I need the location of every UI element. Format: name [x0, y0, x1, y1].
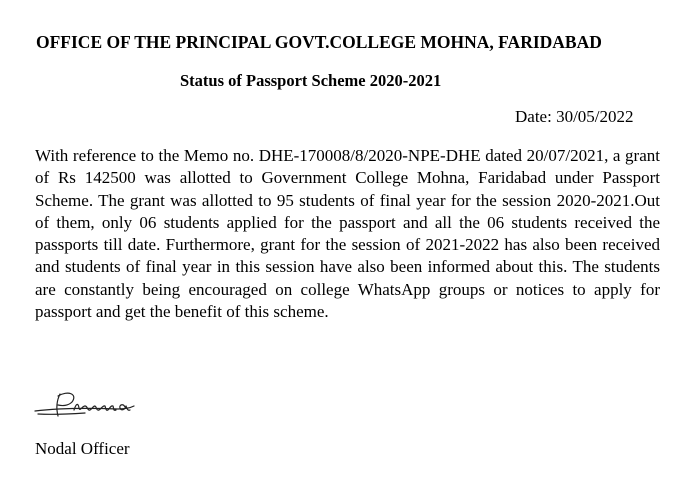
date-line: Date: 30/05/2022: [515, 107, 634, 126]
office-heading: OFFICE OF THE PRINCIPAL GOVT.COLLEGE MOHNA, FARIDABAD: [36, 32, 602, 52]
handwritten-signature: [30, 384, 150, 424]
body-paragraph: With reference to the Memo no. DHE-170008/8/2020-NPE-DHE dated 20/07/2021, a grant of Rs 142500 was allotted to Government College Mohna, Faridabad under Passport Scheme. The grant was allotted to 95 students of final year for the session 2020-2021.Out of them, only 06 students applied for the passport and all the 06 students received the passports till date. Furthermore, grant for the session of 2021-2022 has also been received and students of final year in this session have also been informed about this. The students are constantly being encouraged on college WhatsApp groups or notices to apply for passport and get the benefit of this scheme.: [35, 146, 660, 322]
designation-label: Nodal Officer: [35, 439, 130, 458]
subject-heading: Status of Passport Scheme 2020-2021: [180, 71, 442, 90]
